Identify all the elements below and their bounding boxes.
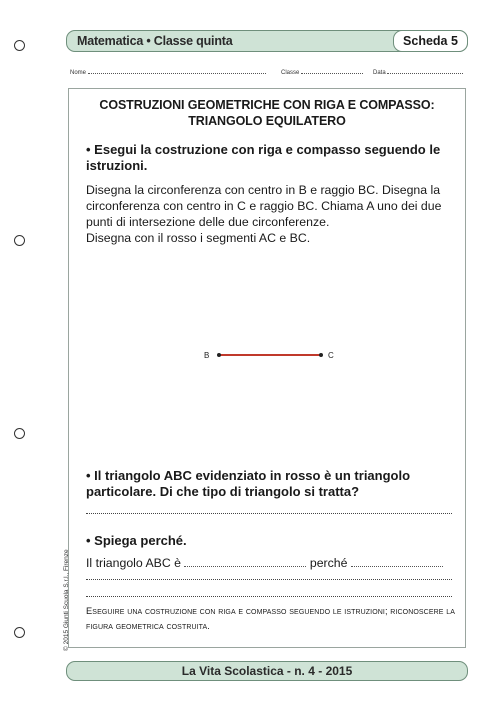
exercise-1-instruction-red: Disegna con il rosso i segmenti AC e BC. [86,231,311,245]
point-c-dot [319,353,323,357]
binder-hole [14,627,25,638]
name-dotted-line [88,67,266,74]
name-field[interactable] [70,67,266,76]
answer-blank-2[interactable] [351,560,443,567]
learning-objective: Eseguire una costruzione con riga e compasso seguendo le istruzioni; riconoscere la figura geometrica costruita. [86,606,455,631]
point-c-label: C [328,351,334,360]
answer-line[interactable] [86,513,452,514]
sheet-number: Scheda 5 [393,30,468,52]
answer-blank-1[interactable] [184,560,306,567]
title-line-2: TRIANGOLO EQUILATERO [188,114,346,128]
answer-line[interactable] [86,579,452,580]
worksheet-title [70,97,464,129]
point-b-dot [217,353,221,357]
exercise-3-heading: • Spiega perché. [86,533,187,548]
footer-bar: La Vita Scolastica - n. 4 - 2015 [66,661,468,681]
sentence-mid: perché [309,556,348,570]
exercise-3-sentence [86,555,466,571]
class-dotted-line [301,67,363,74]
exercise-2-question: • Il triangolo ABC evidenziato in rosso è un triangolo particolare. Di che tipo di triangolo si tratta? [86,468,411,499]
header-bar [66,30,468,52]
copyright-notice: © 2015 Giunti Scuola S.r.l., Firenze [63,549,70,651]
date-label: Data [373,70,386,76]
class-field[interactable] [281,67,363,76]
exercise-1-heading: • Esegui la costruzione con riga e compasso seguendo le istruzioni. [86,142,441,173]
title-line-1: COSTRUZIONI GEOMETRICHE CON RIGA E COMPASSO: [99,98,435,112]
sentence-start: Il triangolo ABC è [86,556,182,570]
answer-line[interactable] [86,596,452,597]
segment-bc [219,354,321,356]
subject-title: Matematica • Classe quinta [77,34,233,48]
binder-hole [14,235,25,246]
class-label: Classe [281,70,300,76]
exercise-1-instruction: Disegna la circonferenza con centro in B e raggio BC. Disegna la circonferenza con centro in C e raggio BC. Chiama A uno dei due punti di intersezione delle due circonferenze. [86,183,442,229]
name-label: Nome [70,70,87,76]
date-field[interactable] [373,67,463,76]
binder-hole [14,428,25,439]
date-dotted-line [387,67,463,74]
binder-hole [14,40,25,51]
point-b-label: B [204,351,210,360]
